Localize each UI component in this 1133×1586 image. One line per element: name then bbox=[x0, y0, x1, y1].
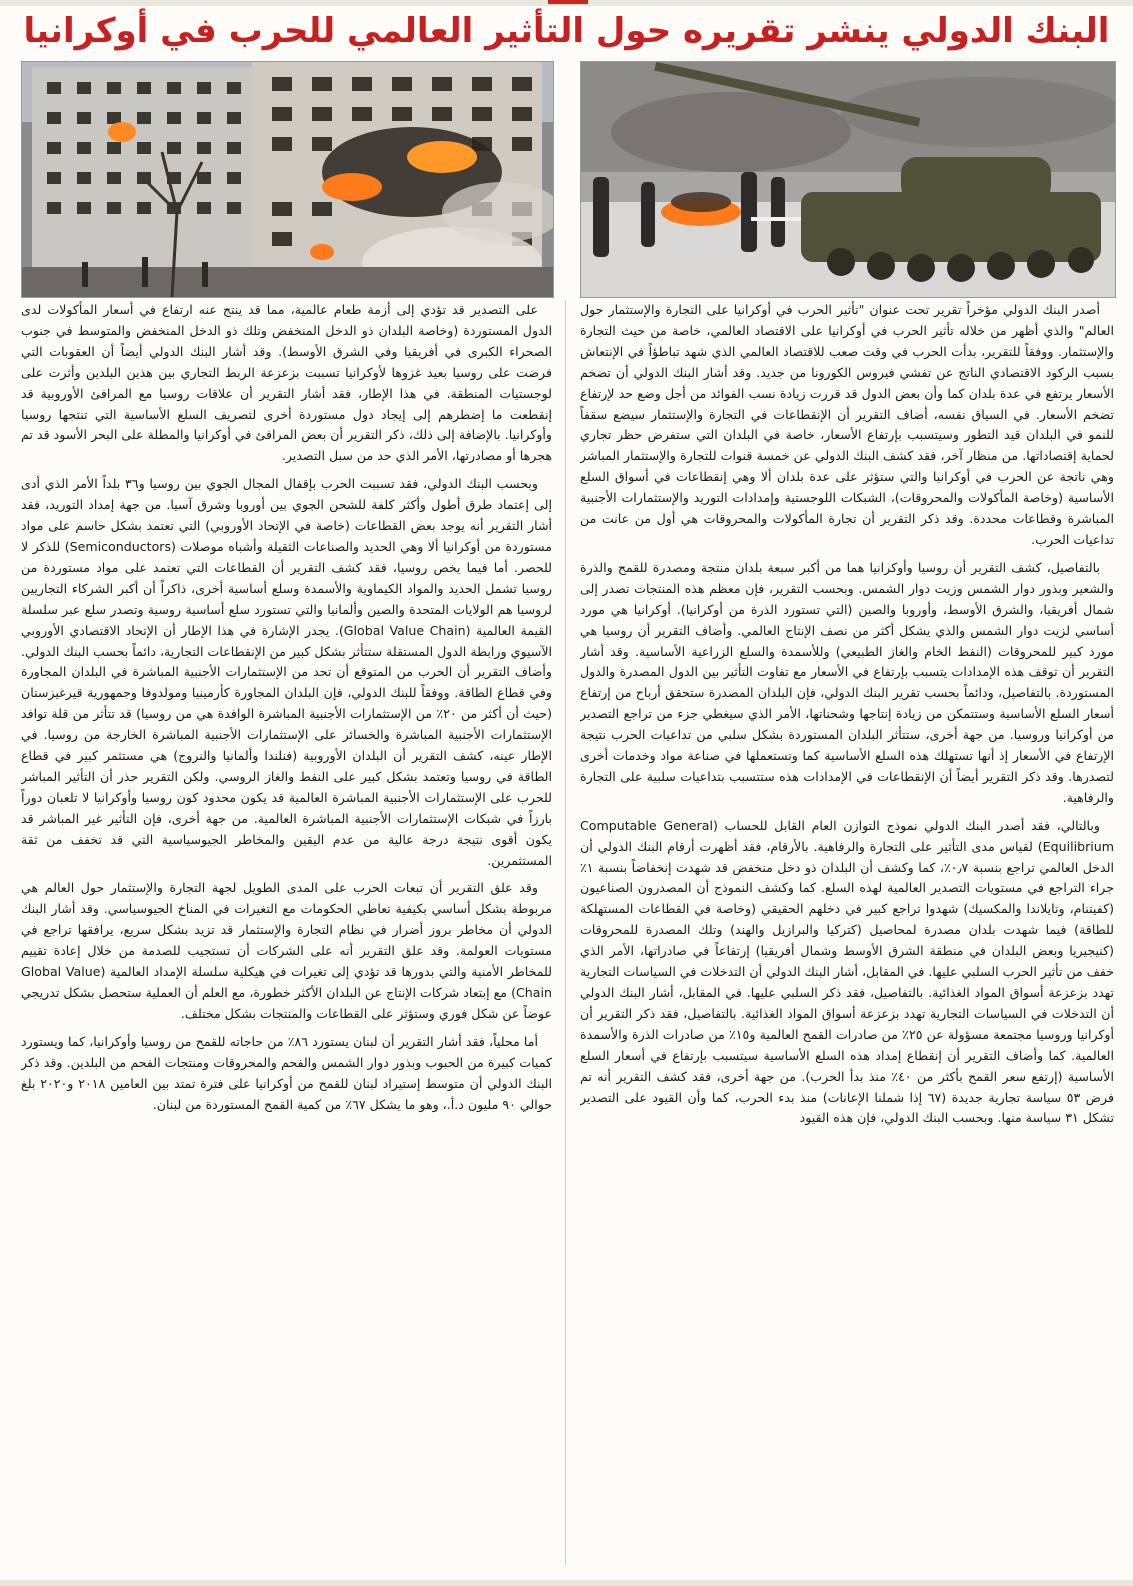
paragraph: أصدر البنك الدولي مؤخراً تقرير تحت عنوان "تأثير الحرب في أوكرانيا على التجارة والإستثمار حول العالم" والذي أظهر من خلاله تأثير الحرب في أوكرانيا على الاقتصاد العالمي، خاصة من حيث التجارة والإستثمار. ووفقاً للتقرير، بدأت الحرب في وقت صعب للاقتصاد العالمي الذي شهد تباطؤاً في الإنتعاش بسبب الركود الاقتصادي الناتج عن تفشي فيروس الكورونا من جديد. وقد أشار البنك الدولي أن تضخم الأسعار يرتفع في عدة بلدان كما وأن بعض الدول قد قررت زيادة نسب الفوائد من أجل وضع حد لإرتفاع تضخم الأسعار. في السياق نفسه، أضاف التقرير أن الإنقطاعات في التجارة والإستثمار سيضع سقفاً للنمو في البلدان قيد التطور وسيتسبب بإرتفاع الأسعار، خاصة في البلدان التي ستفرض حظر تجاري لحماية إقتصاداتها. من منظار آخر، فقد كشف البنك الدولي عن خمسة قنوات للتجارة والإستثمار المباشر وهي ناتجة عن الحرب في أوكرانيا والتي ستؤثر على عدة بلدان ألا وهي إنقطاعات في أسواق السلع الأساسية (وخاصة المأكولات والمحروقات)، الشبكات اللوجستية وإمدادات التوريد والإستثمارات الأجنبية المباشرة وقطاعات محددة. وقد ذكر التقرير أن تجارة المأكولات والمحروقات هي أول من عانت من تداعيات الحرب. bbox=[580, 302, 1114, 547]
article-headline: البنك الدولي ينشر تقريره حول التأثير العالمي للحرب في أوكرانيا bbox=[23, 11, 1110, 51]
paragraph: أما محلياً، فقد أشار التقرير أن لبنان يستورد ٨٦٪ من حاجاته للقمح من روسيا وأوكرانيا، كما ويستورد كميات كبيرة من الحبوب وبذور دوار الشمس والفحم والمحروقات ومنتجات الفحم من البلدين. وقد ذكر البنك الدولي أن متوسط إستيراد لبنان للقمح من أوكرانيا على فترة تمتد بين العامين ٢٠١٨ و٢٠٢٠ بلغ حوالي ٩٠ مليون د.أ.، وهو ما يشكل ٦٧٪ من كمية القمح المستوردة من لبنان. bbox=[21, 1033, 552, 1112]
column-divider bbox=[565, 300, 566, 1566]
top-accent-bar bbox=[548, 0, 588, 4]
paragraph: بالتفاصيل، كشف التقرير أن روسيا وأوكرانيا هما من أكبر سبعة بلدان منتجة ومصدرة للقمح والذرة والشعير وبذور دوار الشمس وزيت دوار الشمس. وبحسب التقرير، فإن معظم هذه المنتجات تصدر إلى شمال أفريقيا، والشرق الأوسط، وأوروبا والصين (التي تستورد الذرة من أوكرانيا). أوكرانيا هي مورد أساسي لزيت دوار الشمس والذي يشكل أكثر من نصف الإنتاج العالمي. وأضاف التقرير أن روسيا هي مورد كبير للمحروقات (النفط الخام والغاز الطبيعي) وللأسمدة والسلع الزراعية الأساسية. وقد أشار التقرير أن توقف هذه الإمدادات يتسبب بإرتفاع في الأسعار مع تفاوت التأثير بين الدول المصدرة والدول المستوردة. بالتفاصيل، ودائماً بحسب تقرير البنك الدولي، فإن البلدان المصدرة ستحقق أرباح من إرتفاع أسعار السلع الأساسية وستتمكن من زيادة إنتاجها وشحناتها، الأمر الذي سيغطي جزء من تراجع التصدير من أوكرانيا وروسيا. من جهة أخرى، ستتأثر البلدان المستوردة بشكل سلبي من تداعيات الحرب نتيجة الإرتفاع في الأسعار إذ أنها تستهلك هذه السلع الأساسية كما وتستعملها في صناعة مواد وخدمات أخرى لتصدرها. وقد ذكر التقرير أيضاً أن الإنقطاعات في الإمدادات هذه ستتسبب بتداعيات سلبية على التجارة والرفاهية. bbox=[580, 559, 1114, 805]
paragraph: وبالتالي، فقد أصدر البنك الدولي نموذج التوازن العام القابل للحساب (Computable General Equilibrium) لقياس مدى التأثير على التجارة والرفاهية. بالأرقام، فقد أظهرت أرقام البنك الدولي أن الدخل العالمي تراجع بنسبة ٠٫٧٪، كما وكشف أن البلدان ذو دخل منخفض قد شهدت إنخفاضاً بنسبة ١٪ جراء التراجع في مستويات التصدير العالمية لهذه السلع. كما وكشف النموذج أن المصدرون الصناعيون (كفيتنام، وتايلاندا والمكسيك) شهدوا تراجع كبير في دخلهم الحقيقي (وخاصة في القطاعات المستهلكة للطاقة) فيما شهدت بلدان مصدرة لمحاصيل (كتركيا والبرازيل والهند) وتلك المصدرة للمحروقات (كنيجيريا وبعض البلدان في منطقة الشرق الأوسط وشمال أفريقيا) إرتفاعاً في صادراتها، الأمر الذي خفف من تأثير الحرب السلبي عليها. في المقابل، أشار البنك الدولي أن التدخلات في السياسات التجارية تهدد بزعزعة أسواق المواد الغذائية. بالتفاصيل، فقد ذكر السلبي عليها. في المقابل، أشار البنك الدولي أن التدخلات في السياسات التجارية تهدد بزعزعة أسواق المواد الغذائية. بالتفاصيل، فقد ذكر التقرير أن أوكرانيا وروسيا مجتمعة مسؤولة عن ٢٥٪ من صادرات القمح العالمية و١٥٪ من صادرات الذرة والأسمدة العالمية. كما وأضاف التقرير أن إنقطاع إمداد هذه السلع الأساسية سيتسبب بإرتفاع في أسعار السلع الأساسية (إرتفع سعر القمح بأكثر من ٤٠٪ منذ بدأ الحرب). من جهة أخرى، فقد كشف التقرير أنه تم فرض ٥٣ سياسة تجارية جديدة (٦٧ إذا شملنا الإعانات) منذ بدء الحرب، كما وأن القيود على التصدير تشكل ٣١ سياسة منها. وبحسب البنك الدولي، فإن هذه القيود bbox=[580, 817, 1114, 1126]
article-column-right bbox=[580, 300, 1114, 1578]
article-column-left bbox=[21, 300, 552, 1578]
paragraph: على التصدير قد تؤدي إلى أزمة طعام عالمية، مما قد ينتج عنه ارتفاع في أسعار المأكولات لدى الدول المستوردة (وخاصة البلدان ذو الدخل المنخفض وتلك ذو الدخل المنخفض والمتوسط في جنوب الصحراء الكبرى في أفريقيا وفي الشرق الأوسط). وقد أشار البنك الدولي أيضاً أن العقوبات التي فرضت على روسيا بعيد غزوها لأوكرانيا تسببت بزعزعة الربط التجاري بين هذين البلدين وأثرت على لوجستيات المنطقة. في هذا الإطار، فقد أشار التقرير أن علاقات روسيا مع المرافئ الأوروبية قد إنقطعت ما إضطرهم إلى إيجاد دول مستوردة أخرى لتصريف السلع الأساسية التي تنتجها روسيا وأوكرانيا. بالإضافة إلى ذلك، ذكر التقرير أن بعض المرافئ في أوكرانيا والمطلة على البحر الأسود قد تم هجرها أو مصادرتها، الأمر الذي حد من سبل التصدير. bbox=[21, 302, 552, 464]
burning-apartment-building-photo bbox=[21, 61, 554, 298]
paragraph: وبحسب البنك الدولي، فقد تسببت الحرب بإقفال المجال الجوي بين روسيا و٣٦ بلداً الأمر الذي أدى إلى إعتماد طرق أطول وأكثر كلفة للشحن الجوي بين أوروبا وشرق آسيا. من جهة إمداد التوريد، فقد أشار التقرير أنه يوجد بعض القطاعات (خاصة في الإتحاد الأوروبي) التي تعتمد بشكل حاسم على مواد مستوردة من أوكرانيا ألا وهي الحديد والصناعات الثقيلة وأشباه موصلات (Semiconductors) للذكر لا للحصر. أما فيما يخص روسيا، فقد كشف التقرير أن القطاعات التي تعتمد على مواد مستوردة من روسيا تشمل الحديد والمواد الكيماوية والأسمدة وسلع أساسية أخرى، ذاكراً أن أكبر الشركاء التجاريين لروسيا هم الولايات المتحدة والصين وألمانيا والتي تستورد سلع أساسية روسية وتصدر سلع عبر سلسلة القيمة العالمية (Global Value Chain). يجدر الإشارة في هذا الإطار أن الإتحاد الاقتصادي الأوروبي الآسيوي ورابطة الدول المستقلة ستتأثر بشكل كبير من الإنقطاعات التجارية، دائماً بحسب البنك الدولي. وأضاف التقرير أن الحرب من المتوقع أن تحد من الإستثمارات الأجنبية المباشرة في البلدان المجاورة وفي قطاع الطاقة. ووفقاً للبنك الدولي، فإن البلدان المجاورة كأرمينيا ومولدوفا وجمهورية قيرغيزستان (حيث أن أكثر من ٢٠٪ من الإستثمارات الأجنبية المباشرة الوافدة هي من روسيا) قد تتأثر من قلة توافد الإستثمارات الأجنبية المباشرة والخسائر على الإستثمارات الأجنبية المباشرة الخارجة من روسيا. في الإطار عينه، كشف التقرير أن البلدان الأوروبية (فنلندا وألمانيا والنروج) هي مستثمر كبير في قطاع الطاقة في روسيا وتعتمد بشكل كبير على النفط والغاز الروسي. ولكن التقرير حذر أن التأثير المباشر للحرب على الإستثمارات الأجنبية المباشرة العالمية قد يكون محدود كون روسيا وأوكرانيا لا تلعبان دوراً بارزاً في شبكات الإستثمارات الأجنبية المباشرة العالمية. من جهة أخرى، فإن التأثير غير المباشر قد يكون أقوى نتيجة درجة عالية من عدم اليقين والمخاطر الجيوسياسية التي قد تخفف من ثقة المستثمرين. bbox=[21, 476, 552, 868]
paragraph: وقد علق التقرير أن تبعات الحرب على المدى الطويل لجهة التجارة والإستثمار حول العالم هي مربوطة بشكل أساسي بكيفية تعاطي الحكومات مع التغيرات في المناخ الجيوسياسي. وقد أشار البنك الدولي أن مخاطر بروز أضرار في نظام التجارة والإستثمار قد تزيد بشكل سريع، يرافقها تراجع في مستويات العولمة. وقد علق التقرير أنه على الشركات أن تستجيب للصدمة من خلال إعادة تقييم للمخاطر الأمنية والتي بدورها قد تؤدي إلى تغيرات في هيكلية سلسلة الإمداد العالمية (Global Value Chain) مع إبتعاد شركات الإنتاج عن البلدان الأكثر خطورة، مع العلم أن العملية ستحصل بشكل تدريجي عوضاً عن شكل فوري وستؤثر على القطاعات والمنتجات بشكل مختلف. bbox=[21, 880, 552, 1021]
tank-soldiers-photo bbox=[580, 61, 1116, 298]
bottom-rule bbox=[0, 1580, 1133, 1586]
